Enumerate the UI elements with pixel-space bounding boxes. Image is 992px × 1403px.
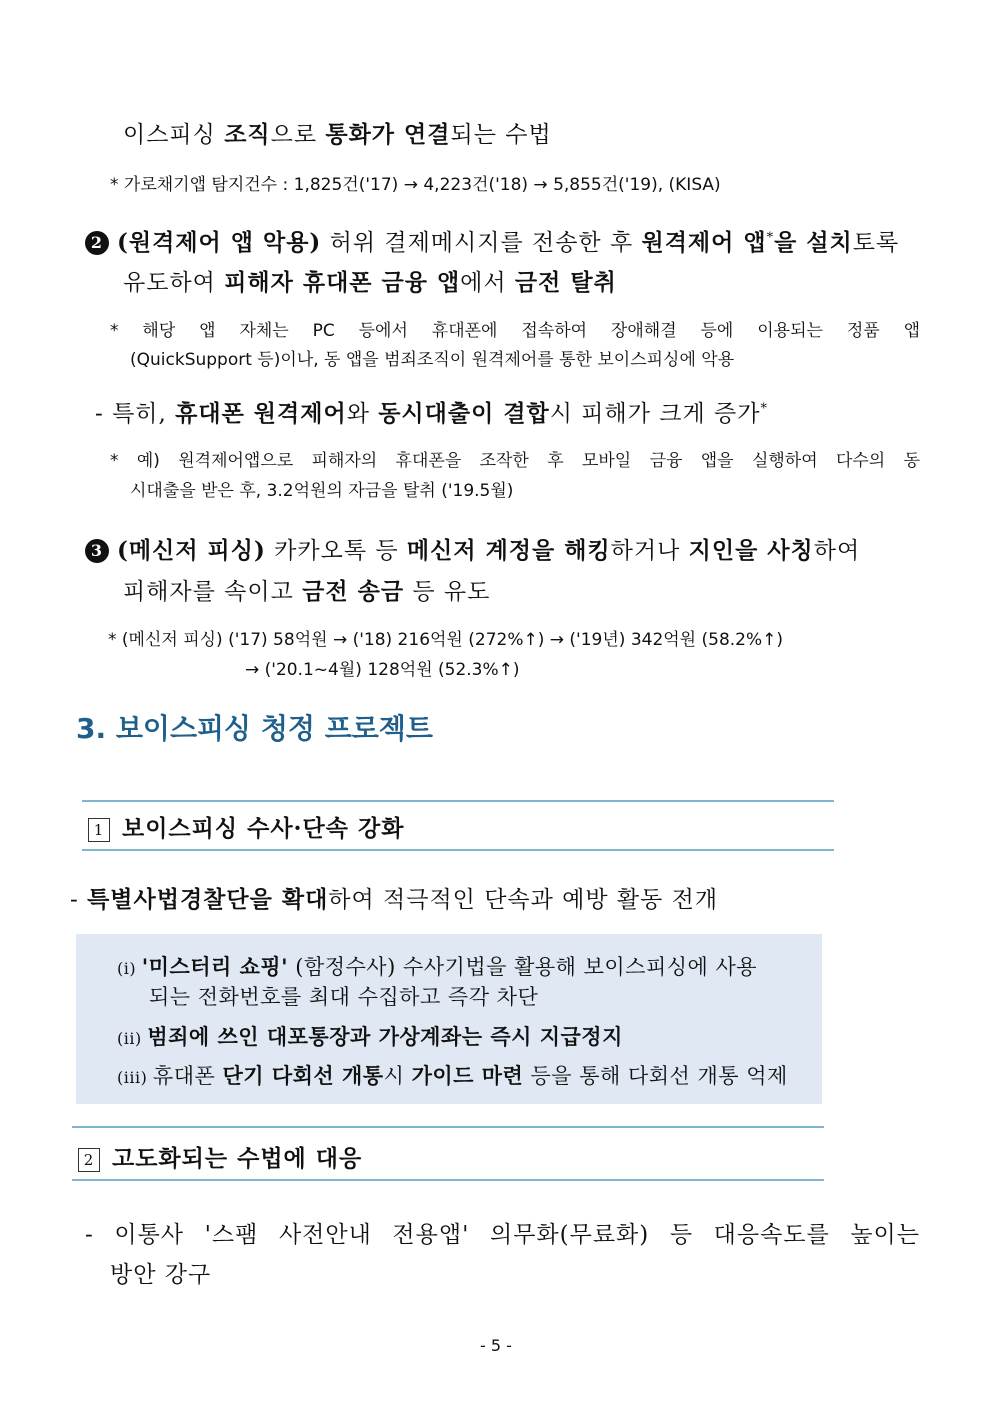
box2-heading: 2 고도화되는 수법에 대응 bbox=[78, 1140, 362, 1173]
box2-bottom-rule bbox=[72, 1179, 824, 1181]
footnote-example-2: 시대출을 받은 후, 3.2억원의 자금을 탈취 ('19.5월) bbox=[130, 481, 514, 501]
measure-i: (i) '미스터리 쇼핑' (함정수사) 수사기법을 활용해 보이스피싱에 사용 bbox=[117, 954, 758, 979]
item-messenger-phishing: 3 (메신저 피싱) 카카오톡 등 메신저 계정을 해킹하거나 지인을 사칭하여 bbox=[85, 532, 860, 565]
footnote-quicksupport-2: (QuickSupport 등)이나, 동 앱을 범죄조직이 원격제어를 통한 보이스피싱에 악용 bbox=[130, 350, 735, 370]
bullet-remote-loan: - 특히, 휴대폰 원격제어와 동시대출이 결합시 피해가 크게 증가* bbox=[95, 400, 768, 427]
section-title: 3. 보이스피싱 청정 프로젝트 bbox=[76, 712, 433, 745]
footnote-quicksupport-1: * 해당 앱 자체는 PC 등에서 휴대폰에 접속하여 장애해결 등에 이용되는 정품 앱 bbox=[110, 321, 920, 341]
box1-heading: 1 보이스피싱 수사·단속 강화 bbox=[88, 810, 404, 843]
item-messenger-phishing-line2: 피해자를 속이고 금전 송금 등 유도 bbox=[123, 578, 491, 605]
item-remote-control-line2: 유도하여 피해자 휴대폰 금융 앱에서 금전 탈취 bbox=[123, 269, 617, 296]
footnote-example-1: * 예) 원격제어앱으로 피해자의 휴대폰을 조작한 후 모바일 금융 앱을 실행하여 다수의 동 bbox=[110, 451, 920, 471]
circled-number-3-icon: 3 bbox=[85, 539, 109, 563]
box1-bottom-rule bbox=[82, 849, 834, 851]
item-remote-control: 2 (원격제어 앱 악용) 허위 결제메시지를 전송한 후 원격제어 앱*을 설치토록 bbox=[85, 224, 899, 257]
footnote-messenger-stats-1: * (메신저 피싱) ('17) 58억원 → ('18) 216억원 (272%↑) → ('19년) 342억원 (58.2%↑) bbox=[108, 630, 784, 650]
box1-top-rule bbox=[82, 800, 834, 802]
footnote-app-detection: * 가로채기앱 탐지건수 : 1,825건('17) → 4,223건('18) → 5,855건('19), (KISA) bbox=[110, 175, 721, 195]
bullet-spam-app: - 이통사 '스팸 사전안내 전용앱' 의무화(무료화) 등 대응속도를 높이는 bbox=[85, 1222, 920, 1248]
measure-ii: (ii) 범죄에 쓰인 대포통장과 가상계좌는 즉시 지급정지 bbox=[117, 1024, 623, 1049]
circled-number-2-icon: 2 bbox=[85, 231, 109, 255]
measure-i-line2: 되는 전화번호를 최대 수집하고 즉각 차단 bbox=[149, 985, 539, 1009]
box2-top-rule bbox=[72, 1126, 824, 1128]
text-line-top: 이스피싱 조직으로 통화가 연결되는 수법 bbox=[123, 121, 552, 148]
page-number: - 5 - bbox=[480, 1336, 512, 1355]
box-number-2-icon: 2 bbox=[78, 1148, 100, 1172]
footnote-messenger-stats-2: → ('20.1~4월) 128억원 (52.3%↑) bbox=[245, 660, 520, 680]
bullet-spam-app-line2: 방안 강구 bbox=[110, 1262, 212, 1288]
measure-iii: (iii) 휴대폰 단기 다회선 개통시 가이드 마련 등을 통해 다회선 개통 억제 bbox=[117, 1063, 788, 1088]
box-number-1-icon: 1 bbox=[88, 818, 110, 842]
bullet-special-police: - 특별사법경찰단을 확대하여 적극적인 단속과 예방 활동 전개 bbox=[70, 886, 719, 913]
